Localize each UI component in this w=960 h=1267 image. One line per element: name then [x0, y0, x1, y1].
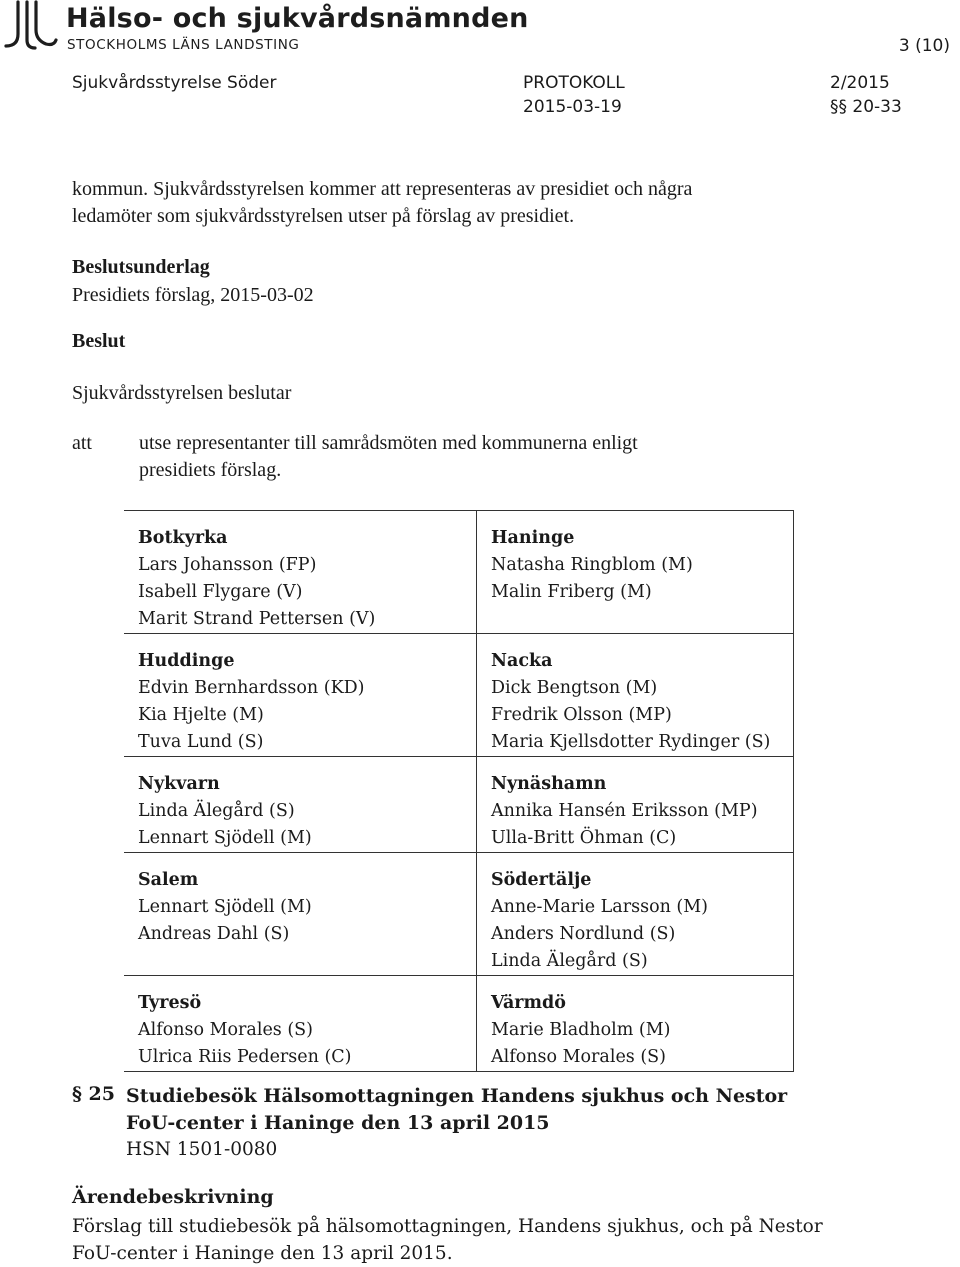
page-number: 3 (10) — [898, 36, 950, 56]
beslutsunderlag-heading: Beslutsunderlag — [72, 256, 210, 278]
member: Lars Johansson (FP) — [138, 555, 317, 575]
municipality-name: Botkyrka — [138, 528, 228, 548]
table-row — [124, 976, 794, 1072]
member: Alfonso Morales (S) — [138, 1020, 313, 1040]
member: Alfonso Morales (S) — [491, 1047, 666, 1067]
arende-line: Förslag till studiebesök på hälsomottagningen, Handens sjukhus, och på Nestor — [72, 1216, 823, 1237]
municipality-name: Salem — [138, 870, 199, 890]
municipality-cell — [124, 757, 477, 853]
decision-text — [139, 430, 638, 484]
municipality-cell — [477, 634, 794, 757]
municipality-name: Huddinge — [138, 651, 235, 671]
intro-paragraph — [72, 176, 692, 230]
beslutsunderlag-text: Presidiets förslag, 2015-03-02 — [72, 284, 314, 306]
municipality-cell — [477, 853, 794, 976]
member: Malin Friberg (M) — [491, 582, 652, 602]
municipality-name: Nykvarn — [138, 774, 220, 794]
municipality-cell — [477, 511, 794, 634]
municipality-name: Södertälje — [491, 870, 592, 890]
arende-heading: Ärendebeskrivning — [72, 1186, 274, 1208]
table-row — [124, 757, 794, 853]
member: Marit Strand Pettersen (V) — [138, 609, 376, 629]
municipality-name: Värmdö — [491, 993, 566, 1013]
att-label: att — [72, 432, 92, 454]
meeting-date: 2015-03-19 — [523, 97, 622, 117]
member: Tuva Lund (S) — [138, 732, 264, 752]
member: Lennart Sjödell (M) — [138, 897, 312, 917]
municipality-cell — [477, 757, 794, 853]
intro-line: kommun. Sjukvårdsstyrelsen kommer att representeras av presidiet och några — [72, 178, 693, 200]
member: Dick Bengtson (M) — [491, 678, 658, 698]
member: Isabell Flygare (V) — [138, 582, 303, 602]
member: Linda Älegård (S) — [138, 801, 295, 821]
municipality-name: Tyresö — [138, 993, 202, 1013]
municipality-name: Nacka — [491, 651, 553, 671]
municipality-cell — [477, 976, 794, 1072]
section-title-line: Studiebesök Hälsomottagningen Handens sjukhus och Nestor — [126, 1085, 788, 1107]
board-name: Sjukvårdsstyrelse Söder — [72, 73, 277, 93]
member: Annika Hansén Eriksson (MP) — [491, 801, 758, 821]
org-subtitle: STOCKHOLMS LÄNS LANDSTING — [67, 37, 300, 53]
decision-line: utse representanter till samrådsmöten med kommunerna enligt — [139, 432, 638, 454]
member: Anne-Marie Larsson (M) — [491, 897, 709, 917]
case-number: HSN 1501-0080 — [126, 1139, 278, 1160]
member: Marie Bladholm (M) — [491, 1020, 671, 1040]
member: Maria Kjellsdotter Rydinger (S) — [491, 732, 771, 752]
section-title — [126, 1083, 787, 1137]
member: Anders Nordlund (S) — [491, 924, 676, 944]
intro-line: ledamöter som sjukvårdsstyrelsen utser på förslag av presidiet. — [72, 205, 575, 227]
section-number: § 25 — [72, 1083, 115, 1105]
municipality-cell — [124, 511, 477, 634]
arende-line: FoU-center i Haninge den 13 april 2015. — [72, 1243, 453, 1264]
member: Lennart Sjödell (M) — [138, 828, 312, 848]
section-range: §§ 20-33 — [830, 97, 902, 117]
org-name: Hälso- och sjukvårdsnämnden — [66, 3, 529, 34]
table-row — [124, 853, 794, 976]
member: Edvin Bernhardsson (KD) — [138, 678, 365, 698]
municipality-name: Haninge — [491, 528, 575, 548]
beslut-heading: Beslut — [72, 330, 126, 352]
table-row — [124, 511, 794, 634]
section-title-line: FoU-center i Haninge den 13 april 2015 — [126, 1112, 550, 1134]
decision-line: presidiets förslag. — [139, 459, 282, 481]
member: Linda Älegård (S) — [491, 951, 648, 971]
beslut-text: Sjukvårdsstyrelsen beslutar — [72, 382, 292, 404]
member: Natasha Ringblom (M) — [491, 555, 693, 575]
representatives-table — [124, 510, 794, 1072]
member: Ulla-Britt Öhman (C) — [491, 828, 677, 848]
municipality-cell — [124, 853, 477, 976]
member: Ulrica Riis Pedersen (C) — [138, 1047, 352, 1067]
doc-type: PROTOKOLL — [523, 73, 625, 93]
member: Andreas Dahl (S) — [138, 924, 290, 944]
protocol-number: 2/2015 — [830, 73, 890, 93]
municipality-cell — [124, 634, 477, 757]
member: Fredrik Olsson (MP) — [491, 705, 672, 725]
municipality-name: Nynäshamn — [491, 774, 607, 794]
landsting-logo-icon — [0, 0, 58, 52]
municipality-cell — [124, 976, 477, 1072]
member: Kia Hjelte (M) — [138, 705, 264, 725]
table-row — [124, 634, 794, 757]
arende-text — [72, 1213, 823, 1267]
